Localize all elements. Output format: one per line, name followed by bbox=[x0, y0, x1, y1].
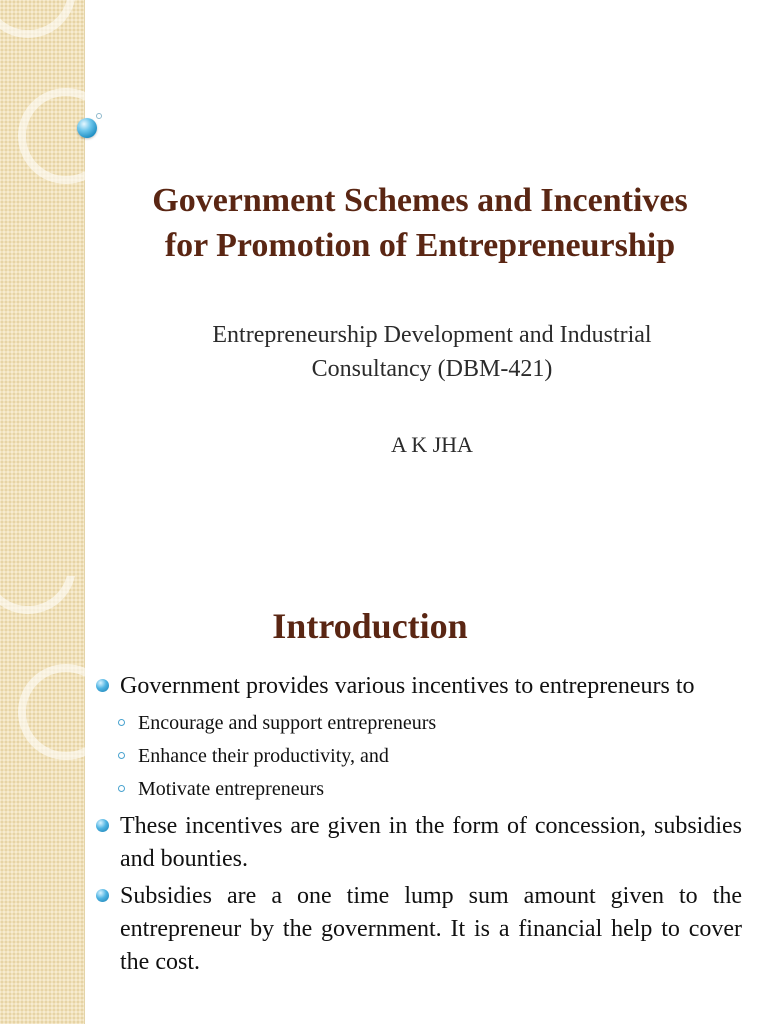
sub-bullet-text: Motivate entrepreneurs bbox=[138, 778, 325, 800]
sub-bullet-circle-icon bbox=[118, 719, 125, 726]
decorative-side-band bbox=[0, 0, 85, 576]
sub-bullet-item bbox=[96, 740, 742, 773]
bullet-dot-icon bbox=[96, 889, 109, 902]
slide-title: Introduction bbox=[272, 606, 468, 646]
author-name: A K JHA bbox=[391, 432, 473, 457]
bullet-item bbox=[96, 880, 742, 979]
title-line-1: Government Schemes and Incentives bbox=[152, 182, 688, 219]
bullet-text: Subsidies are a one time lump sum amount given to the entrepreneur by the government. It is a financial help to cover the cost. bbox=[120, 883, 742, 975]
slide-subtitle bbox=[100, 318, 764, 386]
bullet-dot-icon bbox=[96, 819, 109, 832]
bullet-list bbox=[96, 670, 742, 983]
decorative-ring bbox=[0, 576, 76, 614]
subtitle-line-2: Consultancy (DBM-421) bbox=[311, 356, 553, 382]
bullet-text: These incentives are given in the form of concession, subsidies and bounties. bbox=[120, 813, 742, 872]
decorative-ring bbox=[0, 0, 76, 38]
bullet-item bbox=[96, 810, 742, 876]
sub-bullet-circle-icon bbox=[118, 785, 125, 792]
decorative-orb-icon bbox=[77, 118, 97, 138]
sub-bullet-list bbox=[96, 707, 742, 806]
decorative-side-band bbox=[0, 576, 85, 1024]
introduction-slide bbox=[0, 576, 768, 1024]
subtitle-line-1: Entrepreneurship Development and Industrial bbox=[212, 322, 652, 348]
title-line-2: for Promotion of Entrepreneurship bbox=[164, 227, 676, 264]
sub-bullet-item bbox=[96, 707, 742, 740]
bullet-dot-icon bbox=[96, 679, 109, 692]
bullet-item bbox=[96, 670, 742, 703]
decorative-ring bbox=[18, 88, 114, 184]
sub-bullet-item bbox=[96, 773, 742, 806]
sub-bullet-text: Encourage and support entrepreneurs bbox=[138, 712, 437, 734]
slide-title bbox=[100, 178, 740, 268]
decorative-dot-icon bbox=[96, 113, 102, 119]
sub-bullet-text: Enhance their productivity, and bbox=[138, 745, 389, 767]
sub-bullet-circle-icon bbox=[118, 752, 125, 759]
bullet-text: Government provides various incentives to entrepreneurs to bbox=[120, 673, 695, 699]
